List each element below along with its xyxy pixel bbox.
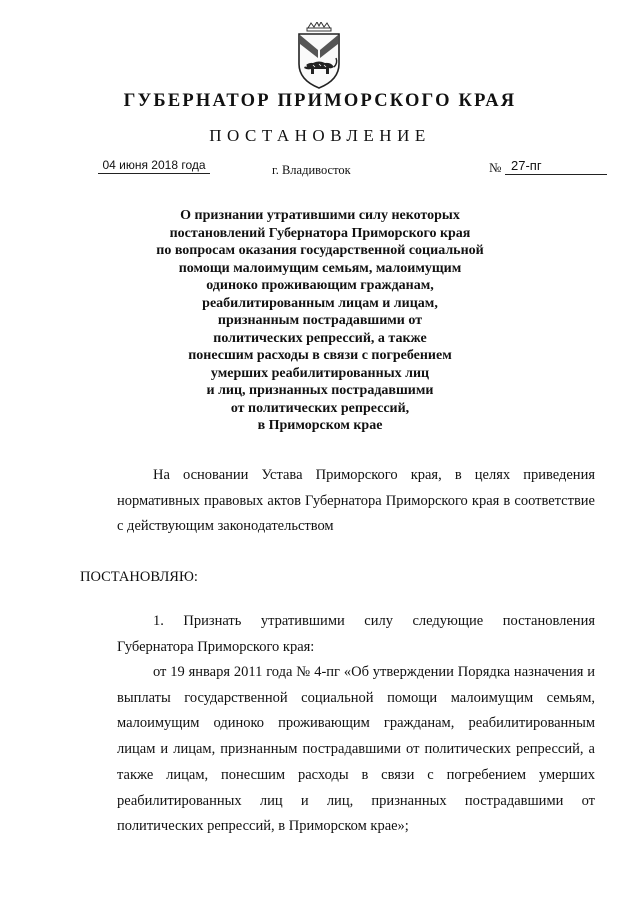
title-line: политических репрессий, а также (213, 330, 427, 346)
title-line: от политических репрессий, (230, 400, 410, 416)
title-line: и лиц, признанных пострадавшими (206, 383, 434, 398)
document-city: г. Владивосток (272, 163, 351, 177)
title-line: понесшим расходы в связи с погребением (188, 348, 452, 363)
item-1-paragraph: 1. Признать утратившими силу следующие постановления Губернатора Приморского края: (117, 613, 595, 655)
decree-word: ПОСТАНОВЛЯЮ: (80, 569, 198, 585)
title-line: признанным пострадавшими от (217, 313, 423, 328)
title-line: постановлений Губернатора Приморского края (169, 225, 471, 241)
authority-heading: ГУБЕРНАТОР ПРИМОРСКОГО КРАЯ (123, 91, 517, 111)
title-line: реабилитированным лицам и лицам, (202, 295, 438, 311)
title-line: умерших реабилитированных лиц (210, 365, 430, 381)
document-title (110, 207, 530, 435)
title-line: помощи малоимущим семьям, малоимущим (178, 260, 462, 276)
number-label: № (489, 160, 502, 175)
primorsky-coat-of-arms-icon (289, 22, 349, 90)
item-1-detail-paragraph: от 19 января 2011 года № 4-пг «Об утверждении Порядка назначения и выплаты государственной социальной помощи малоимущим семьям, малоимущим одиноко проживающим гражданам, реабилитированным лицам и лицам, признанным пострадавшими от политических репрессий, а также лицам, понесшим расходы в связи с погребением умерших реабилитированных лиц и лиц, признанных пострадавшими от политических репрессий, в Приморском крае»; (117, 664, 595, 835)
title-line: О признании утратившими силу некоторых (180, 208, 460, 223)
document-date: 04 июня 2018 года (98, 158, 210, 174)
document-number: 27-пг (505, 158, 607, 175)
title-line: одиноко проживающим гражданам, (206, 278, 434, 293)
title-line: по вопросам оказания государственной социальной (156, 243, 484, 258)
basis-paragraph: На основании Устава Приморского края, в целях приведения нормативных правовых актов Губернатора Приморского края в соответствие с действующим законодательством (117, 467, 595, 535)
document-type-heading: ПОСТАНОВЛЕНИЕ (209, 126, 431, 145)
title-line: в Приморском крае (257, 418, 383, 433)
